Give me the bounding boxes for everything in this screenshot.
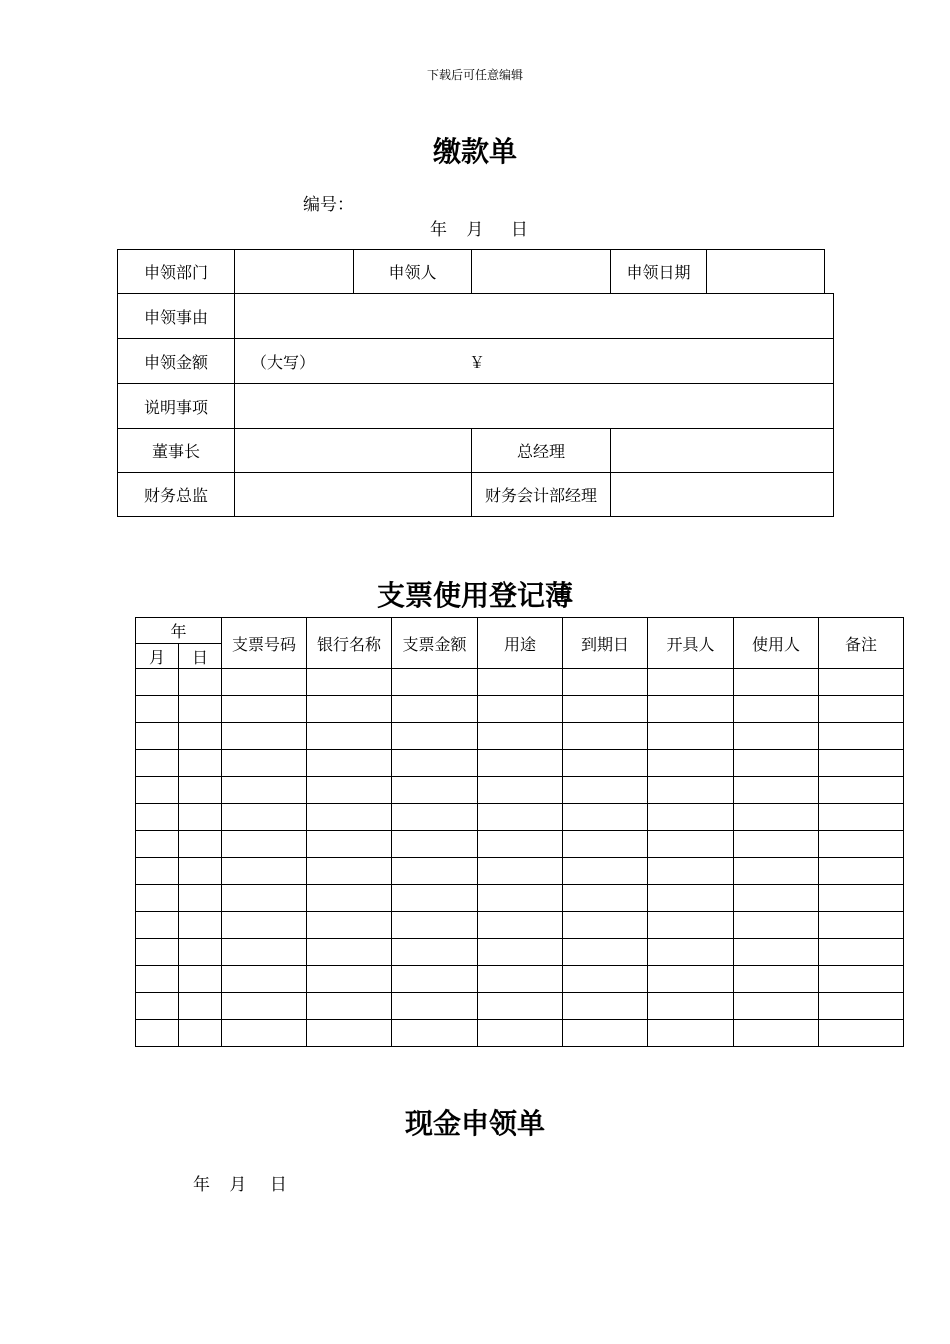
table-cell[interactable] — [563, 885, 648, 912]
table-cell[interactable] — [307, 723, 392, 750]
table-cell[interactable] — [648, 669, 734, 696]
table-cell[interactable] — [136, 777, 179, 804]
table-cell[interactable] — [179, 1020, 222, 1047]
table-cell[interactable] — [392, 777, 478, 804]
table-cell[interactable] — [563, 750, 648, 777]
table-cell[interactable] — [136, 885, 179, 912]
table-cell[interactable] — [307, 777, 392, 804]
table-cell[interactable] — [392, 1020, 478, 1047]
table-cell[interactable] — [648, 858, 734, 885]
table-cell[interactable] — [734, 777, 819, 804]
table-cell[interactable] — [563, 723, 648, 750]
table-cell[interactable] — [478, 912, 563, 939]
table-cell[interactable] — [478, 993, 563, 1020]
table-cell[interactable] — [563, 966, 648, 993]
table-cell[interactable] — [819, 669, 904, 696]
table-cell[interactable] — [563, 777, 648, 804]
label-amount: 申领金额 — [117, 338, 235, 384]
table-cell[interactable] — [136, 831, 179, 858]
payment-form-title: 缴款单 — [432, 135, 517, 168]
table-cell[interactable] — [222, 777, 307, 804]
table-cell[interactable] — [222, 831, 307, 858]
table-cell[interactable] — [307, 885, 392, 912]
table-cell[interactable] — [819, 885, 904, 912]
table-cell[interactable] — [392, 669, 478, 696]
table-cell[interactable] — [563, 669, 648, 696]
table-cell[interactable] — [392, 966, 478, 993]
header-day: 日 — [179, 644, 222, 669]
table-cell[interactable] — [222, 885, 307, 912]
table-cell[interactable] — [392, 723, 478, 750]
table-cell[interactable] — [392, 885, 478, 912]
table-cell[interactable] — [179, 723, 222, 750]
table-cell[interactable] — [179, 885, 222, 912]
table-cell[interactable] — [563, 696, 648, 723]
table-cell[interactable] — [307, 858, 392, 885]
table-cell[interactable] — [734, 912, 819, 939]
table-cell[interactable] — [136, 1020, 179, 1047]
field-amount[interactable] — [234, 338, 834, 384]
table-cell[interactable] — [478, 831, 563, 858]
table-cell[interactable] — [648, 1020, 734, 1047]
table-cell[interactable] — [222, 804, 307, 831]
date-day: 日 — [510, 220, 528, 240]
table-cell[interactable] — [819, 966, 904, 993]
table-cell[interactable] — [307, 696, 392, 723]
table-row — [136, 885, 904, 912]
table-cell[interactable] — [307, 831, 392, 858]
payment-form-table — [117, 249, 834, 517]
table-cell[interactable] — [179, 696, 222, 723]
table-row — [136, 993, 904, 1020]
table-cell[interactable] — [392, 831, 478, 858]
table-cell[interactable] — [563, 993, 648, 1020]
table-cell[interactable] — [392, 696, 478, 723]
label-notes: 说明事项 — [117, 383, 235, 429]
field-gm[interactable] — [610, 428, 834, 473]
table-row — [136, 939, 904, 966]
table-cell[interactable] — [734, 858, 819, 885]
table-cell[interactable] — [222, 966, 307, 993]
date-day: 日 — [269, 1175, 287, 1195]
table-cell[interactable] — [478, 750, 563, 777]
table-cell[interactable] — [136, 939, 179, 966]
table-cell[interactable] — [648, 750, 734, 777]
table-cell[interactable] — [478, 966, 563, 993]
table-cell[interactable] — [222, 696, 307, 723]
table-cell[interactable] — [307, 750, 392, 777]
table-cell[interactable] — [734, 804, 819, 831]
table-cell[interactable] — [478, 1020, 563, 1047]
header-col: 到期日 — [563, 618, 648, 669]
table-cell[interactable] — [136, 912, 179, 939]
table-cell[interactable] — [392, 939, 478, 966]
table-cell[interactable] — [478, 885, 563, 912]
table-cell[interactable] — [136, 696, 179, 723]
date-year: 年 — [430, 220, 447, 240]
header-col: 用途 — [478, 618, 563, 669]
date-month: 月 — [229, 1175, 247, 1195]
table-cell[interactable] — [222, 858, 307, 885]
table-cell[interactable] — [648, 723, 734, 750]
amount-yuan-symbol: ￥ — [469, 352, 486, 372]
table-cell[interactable] — [307, 804, 392, 831]
table-cell[interactable] — [392, 858, 478, 885]
table-cell[interactable] — [734, 939, 819, 966]
table-cell[interactable] — [734, 993, 819, 1020]
header-year: 年 — [136, 618, 222, 644]
table-cell[interactable] — [648, 804, 734, 831]
label-reason: 申领事由 — [117, 293, 235, 339]
table-cell[interactable] — [222, 912, 307, 939]
table-cell[interactable] — [819, 1020, 904, 1047]
table-cell[interactable] — [819, 804, 904, 831]
payment-form-date — [430, 215, 528, 240]
table-cell[interactable] — [392, 804, 478, 831]
table-cell[interactable] — [179, 858, 222, 885]
header-col: 支票号码 — [222, 618, 307, 669]
table-cell[interactable] — [179, 939, 222, 966]
header-col: 支票金额 — [392, 618, 478, 669]
table-cell[interactable] — [734, 669, 819, 696]
table-cell[interactable] — [819, 993, 904, 1020]
table-cell[interactable] — [819, 696, 904, 723]
label-chairman: 董事长 — [117, 428, 235, 473]
table-cell[interactable] — [734, 885, 819, 912]
field-notes[interactable] — [234, 383, 834, 429]
table-row — [136, 1020, 904, 1047]
table-cell[interactable] — [648, 993, 734, 1020]
table-row — [136, 858, 904, 885]
table-cell[interactable] — [136, 750, 179, 777]
label-cfo: 财务总监 — [117, 472, 235, 517]
table-cell[interactable] — [307, 993, 392, 1020]
table-cell[interactable] — [734, 750, 819, 777]
table-cell[interactable] — [179, 912, 222, 939]
table-cell[interactable] — [136, 966, 179, 993]
table-row — [136, 804, 904, 831]
cash-form-date — [193, 1170, 287, 1195]
table-cell[interactable] — [136, 723, 179, 750]
label-fin-manager: 财务会计部经理 — [471, 472, 611, 517]
label-apply-date: 申领日期 — [610, 249, 707, 294]
table-cell[interactable] — [222, 1020, 307, 1047]
table-row — [136, 696, 904, 723]
table-cell[interactable] — [648, 831, 734, 858]
table-cell[interactable] — [819, 750, 904, 777]
check-register-table — [135, 617, 904, 1047]
table-cell[interactable] — [179, 750, 222, 777]
table-cell[interactable] — [222, 750, 307, 777]
table-cell[interactable] — [478, 723, 563, 750]
table-cell[interactable] — [136, 993, 179, 1020]
table-cell[interactable] — [734, 696, 819, 723]
table-cell[interactable] — [819, 912, 904, 939]
table-cell[interactable] — [648, 912, 734, 939]
table-cell[interactable] — [819, 939, 904, 966]
table-cell[interactable] — [563, 1020, 648, 1047]
header-col: 银行名称 — [307, 618, 392, 669]
table-cell[interactable] — [819, 831, 904, 858]
table-cell[interactable] — [307, 669, 392, 696]
table-cell[interactable] — [222, 939, 307, 966]
header-col: 开具人 — [648, 618, 734, 669]
table-cell[interactable] — [478, 858, 563, 885]
header-col: 使用人 — [734, 618, 819, 669]
register-body — [136, 669, 904, 1047]
table-cell[interactable] — [648, 885, 734, 912]
table-row — [136, 723, 904, 750]
label-applicant: 申领人 — [353, 249, 472, 294]
table-cell[interactable] — [734, 831, 819, 858]
table-cell[interactable] — [563, 939, 648, 966]
table-cell[interactable] — [136, 804, 179, 831]
table-cell[interactable] — [648, 696, 734, 723]
header-note: 下载后可任意编辑 — [426, 68, 523, 82]
table-cell[interactable] — [734, 1020, 819, 1047]
table-row — [136, 669, 904, 696]
table-cell[interactable] — [179, 777, 222, 804]
label-dept: 申领部门 — [117, 249, 235, 294]
table-cell[interactable] — [179, 993, 222, 1020]
table-cell[interactable] — [478, 939, 563, 966]
table-cell[interactable] — [819, 723, 904, 750]
date-month: 月 — [466, 220, 484, 240]
table-cell[interactable] — [179, 831, 222, 858]
table-cell[interactable] — [563, 858, 648, 885]
table-cell[interactable] — [222, 723, 307, 750]
table-cell[interactable] — [136, 858, 179, 885]
table-cell[interactable] — [648, 966, 734, 993]
table-cell[interactable] — [179, 804, 222, 831]
table-cell[interactable] — [734, 723, 819, 750]
table-cell[interactable] — [307, 966, 392, 993]
table-cell[interactable] — [648, 939, 734, 966]
table-cell[interactable] — [819, 777, 904, 804]
table-row — [136, 912, 904, 939]
table-cell[interactable] — [478, 669, 563, 696]
field-dept[interactable] — [234, 249, 354, 294]
table-row — [136, 777, 904, 804]
field-cfo[interactable] — [234, 472, 472, 517]
table-cell[interactable] — [392, 750, 478, 777]
table-cell[interactable] — [478, 804, 563, 831]
label-gm: 总经理 — [471, 428, 611, 473]
table-cell[interactable] — [563, 804, 648, 831]
table-row — [136, 966, 904, 993]
table-row — [136, 750, 904, 777]
table-cell[interactable] — [222, 993, 307, 1020]
field-fin-manager[interactable] — [610, 472, 834, 517]
table-cell[interactable] — [392, 912, 478, 939]
table-cell[interactable] — [136, 669, 179, 696]
amount-upper-label: （大写） — [251, 352, 316, 372]
field-apply-date[interactable] — [706, 249, 825, 294]
table-cell[interactable] — [478, 777, 563, 804]
cash-form-title: 现金申领单 — [404, 1107, 545, 1140]
table-cell[interactable] — [307, 912, 392, 939]
table-cell[interactable] — [307, 939, 392, 966]
table-cell[interactable] — [179, 669, 222, 696]
date-year: 年 — [193, 1175, 210, 1195]
check-register-title: 支票使用登记薄 — [376, 579, 573, 612]
table-cell[interactable] — [563, 831, 648, 858]
table-cell[interactable] — [392, 993, 478, 1020]
field-applicant[interactable] — [471, 249, 611, 294]
table-cell[interactable] — [563, 912, 648, 939]
table-cell[interactable] — [307, 1020, 392, 1047]
header-col: 备注 — [819, 618, 904, 669]
field-chairman[interactable] — [234, 428, 472, 473]
table-row — [136, 831, 904, 858]
table-cell[interactable] — [179, 966, 222, 993]
header-month: 月 — [136, 644, 179, 669]
table-cell[interactable] — [819, 858, 904, 885]
number-label: 编号： — [303, 195, 354, 215]
table-cell[interactable] — [222, 669, 307, 696]
table-cell[interactable] — [734, 966, 819, 993]
table-cell[interactable] — [648, 777, 734, 804]
table-cell[interactable] — [478, 696, 563, 723]
field-reason[interactable] — [234, 293, 834, 339]
